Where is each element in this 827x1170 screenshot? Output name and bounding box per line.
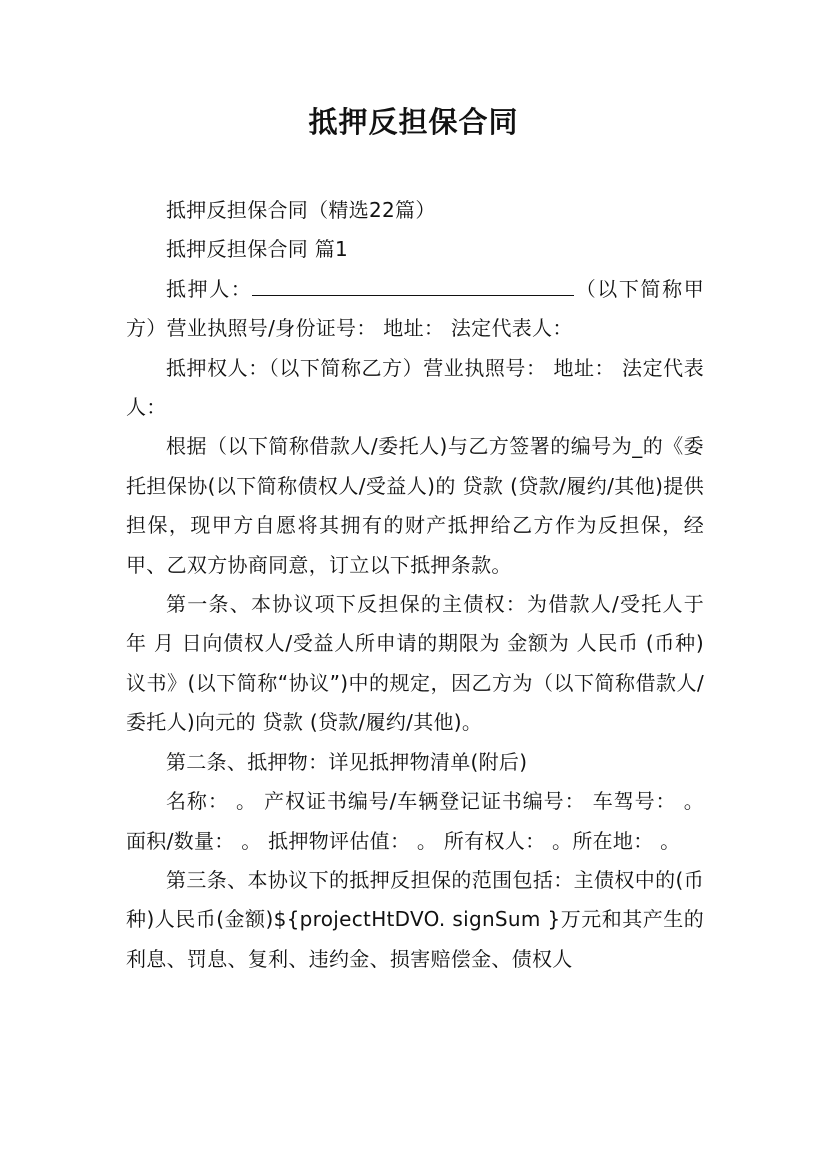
paragraph-collateral-details: 名称： 。 产权证书编号/车辆登记证书编号： 车驾号： 。 面积/数量： 。 抵押物评估值： 。 所有权人： 。所在地： 。 bbox=[126, 789, 704, 853]
paragraph-article-1: 第一条、本协议项下反担保的主债权：为借款人/受托人于 年 月 日向债权人/受益人所申请的期限为 金额为 人民币 (币种)议书》(以下简称“协议”)中的规定，因乙方为（以下简称借款人/委托人)向元的 贷款 (贷款/履约/其他)。 bbox=[126, 592, 704, 735]
paragraph-recital: 根据（以下简称借款人/委托人)与乙方签署的编号为_的《委托担保协(以下简称债权人/受益人)的 贷款 (贷款/履约/其他)提供担保，现甲方自愿将其拥有的财产抵押给乙方作为反担保，经甲、乙双方协商同意，订立以下抵押条款。 bbox=[126, 434, 704, 577]
paragraph-mortgagor bbox=[126, 270, 704, 349]
mortgagor-details: （以下简称甲方）营业执照号/身份证号： 地址： 法定代表人： bbox=[126, 276, 704, 341]
paragraph-section-heading: 抵押反担保合同 篇1 bbox=[166, 237, 349, 262]
mortgagor-label: 抵押人： bbox=[166, 276, 253, 301]
paragraph-mortgagee: 抵押权人：（以下简称乙方）营业执照号： 地址： 法定代表人： bbox=[126, 355, 704, 420]
mortgagor-blank-line bbox=[252, 275, 574, 296]
paragraph-article-2: 第二条、抵押物：详见抵押物清单(附后) bbox=[166, 749, 528, 774]
paragraph-article-3: 第三条、本协议下的抵押反担保的范围包括：主债权中的(币种)人民币(金额)${projectHtDVO. signSum }万元和其产生的利息、罚息、复利、违约金、损害赔偿金、债权人 bbox=[126, 867, 704, 971]
document-title: 抵押反担保合同 bbox=[308, 105, 519, 139]
paragraph-subtitle: 抵押反担保合同（精选22篇） bbox=[166, 198, 436, 222]
document-body bbox=[126, 191, 704, 979]
